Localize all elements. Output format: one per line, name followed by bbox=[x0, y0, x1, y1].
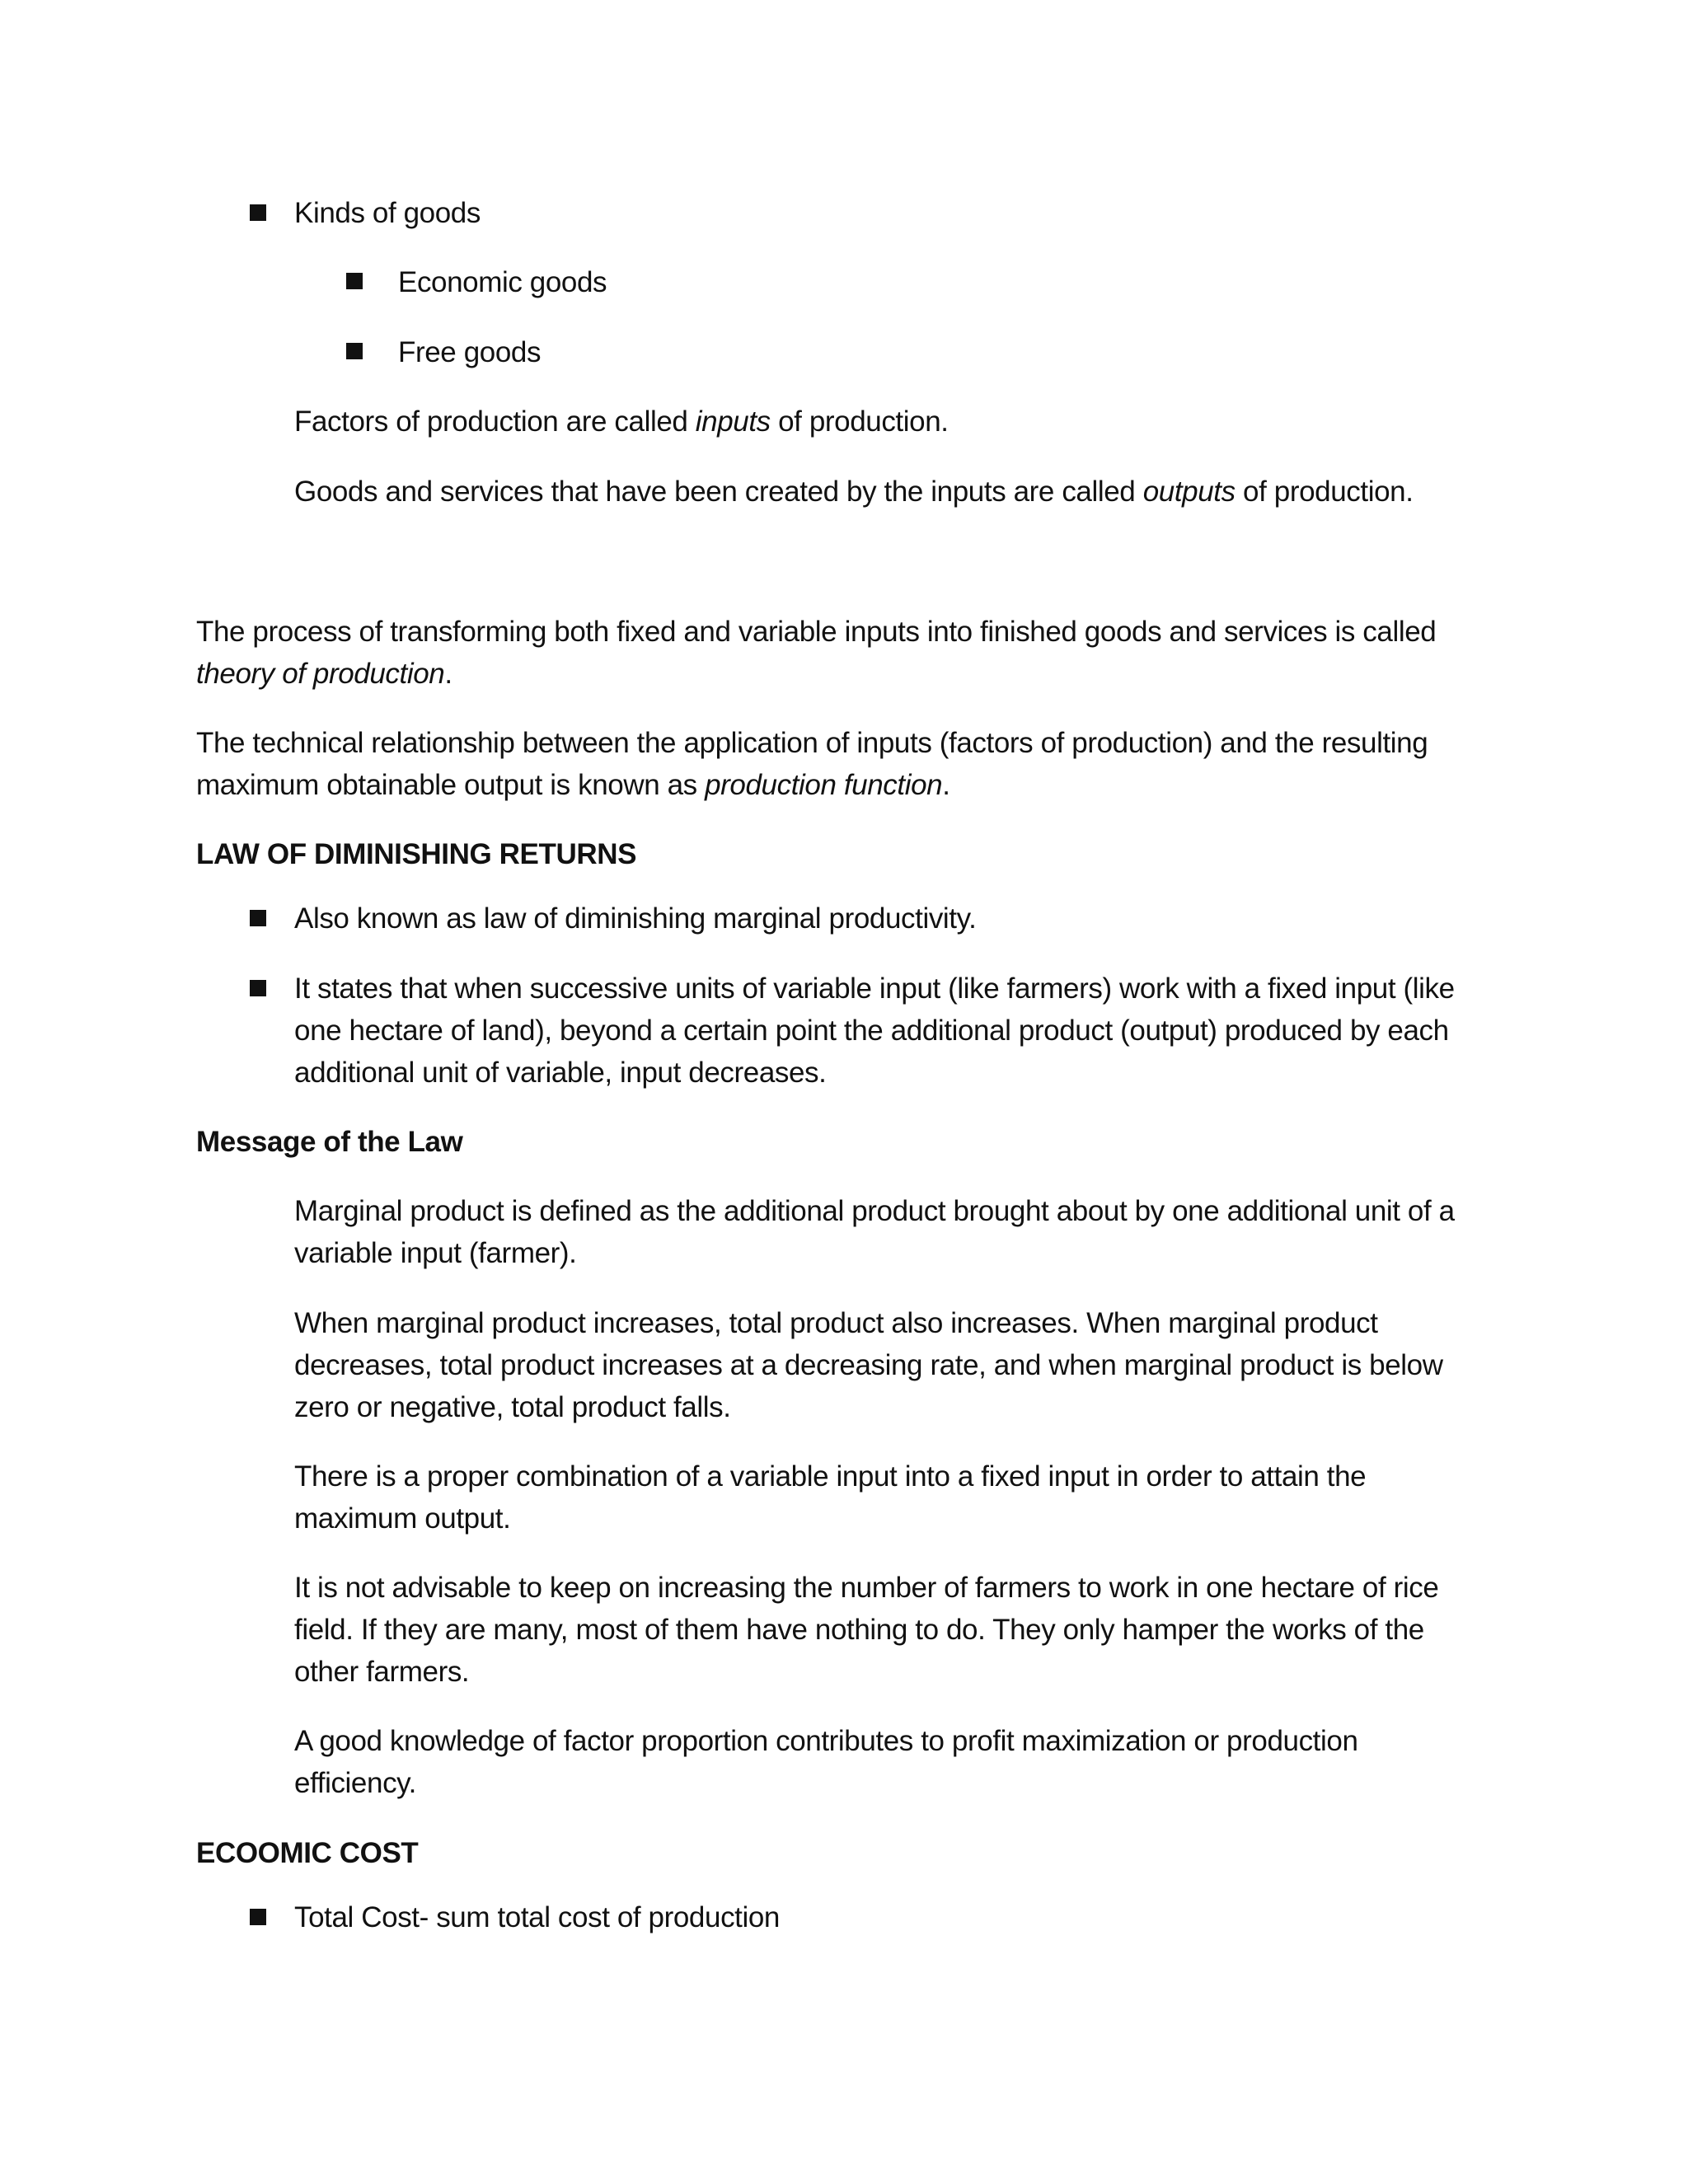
bullet-marker bbox=[250, 910, 266, 926]
economic-goods-item: Economic goods bbox=[398, 266, 607, 298]
free-goods-item: Free goods bbox=[398, 336, 542, 368]
law-bullet-2-line-1: It states that when successive units of variable input (like farmers) work with a fixed input (like bbox=[294, 972, 1455, 1005]
theory-paragraph-line-2 bbox=[196, 653, 452, 695]
outputs-sentence-before: Goods and services that have been created by the inputs are called bbox=[294, 476, 1143, 508]
bullet-marker bbox=[250, 204, 266, 221]
production-function-term: production function bbox=[705, 769, 943, 801]
message-paragraph-2-line-3: zero or negative, total product falls. bbox=[294, 1391, 731, 1423]
inputs-term: inputs bbox=[695, 405, 771, 438]
outputs-sentence bbox=[294, 471, 1414, 513]
message-paragraph-4-line-3: other farmers. bbox=[294, 1656, 470, 1688]
outputs-sentence-after: of production. bbox=[1235, 476, 1414, 508]
message-paragraph-5-line-2: efficiency. bbox=[294, 1767, 416, 1799]
inputs-sentence-after: of production. bbox=[770, 405, 949, 438]
function-paragraph-line-1: The technical relationship between the application of inputs (factors of production) and the resulting bbox=[196, 727, 1428, 759]
law-bullet-2-line-3: additional unit of variable, input decreases. bbox=[294, 1057, 827, 1089]
inputs-sentence bbox=[294, 401, 949, 443]
inputs-sentence-before: Factors of production are called bbox=[294, 405, 696, 438]
function-paragraph-after: . bbox=[942, 769, 950, 801]
theory-paragraph-line-1: The process of transforming both fixed and variable inputs into finished goods and services is called bbox=[196, 616, 1437, 648]
kinds-of-goods-label: Kinds of goods bbox=[294, 197, 481, 229]
bullet-marker bbox=[250, 1909, 266, 1925]
cost-heading: ECOOMIC COST bbox=[196, 1837, 419, 1869]
message-paragraph-5-line-1: A good knowledge of factor proportion contributes to profit maximization or production bbox=[294, 1725, 1358, 1757]
function-paragraph-before: maximum obtainable output is known as bbox=[196, 769, 706, 801]
bullet-marker bbox=[346, 273, 363, 289]
cost-bullet-1: Total Cost- sum total cost of production bbox=[294, 1901, 780, 1933]
theory-of-production-term: theory of production bbox=[196, 658, 445, 690]
bullet-marker bbox=[346, 343, 363, 359]
outputs-term: outputs bbox=[1142, 476, 1236, 508]
message-paragraph-4-line-1: It is not advisable to keep on increasing the number of farmers to work in one hectare of rice bbox=[294, 1572, 1439, 1604]
message-paragraph-4-line-2: field. If they are many, most of them have nothing to do. They only hamper the works of the bbox=[294, 1614, 1424, 1646]
law-heading: LAW OF DIMINISHING RETURNS bbox=[196, 838, 637, 870]
law-bullet-1: Also known as law of diminishing marginal productivity. bbox=[294, 902, 977, 935]
message-paragraph-3-line-2: maximum output. bbox=[294, 1502, 511, 1535]
message-paragraph-2-line-1: When marginal product increases, total product also increases. When marginal product bbox=[294, 1307, 1378, 1339]
function-paragraph-line-2 bbox=[196, 764, 950, 806]
law-bullet-2-line-2: one hectare of land), beyond a certain point the additional product (output) produced by each bbox=[294, 1015, 1449, 1047]
message-heading: Message of the Law bbox=[196, 1126, 463, 1158]
bullet-marker bbox=[250, 980, 266, 996]
message-paragraph-1-line-2: variable input (farmer). bbox=[294, 1237, 577, 1269]
message-paragraph-3-line-1: There is a proper combination of a variable input into a fixed input in order to attain the bbox=[294, 1460, 1367, 1493]
message-paragraph-2-line-2: decreases, total product increases at a decreasing rate, and when marginal product is below bbox=[294, 1349, 1443, 1381]
message-paragraph-1-line-1: Marginal product is defined as the additional product brought about by one additional unit of a bbox=[294, 1195, 1455, 1227]
theory-paragraph-after: . bbox=[444, 658, 452, 690]
